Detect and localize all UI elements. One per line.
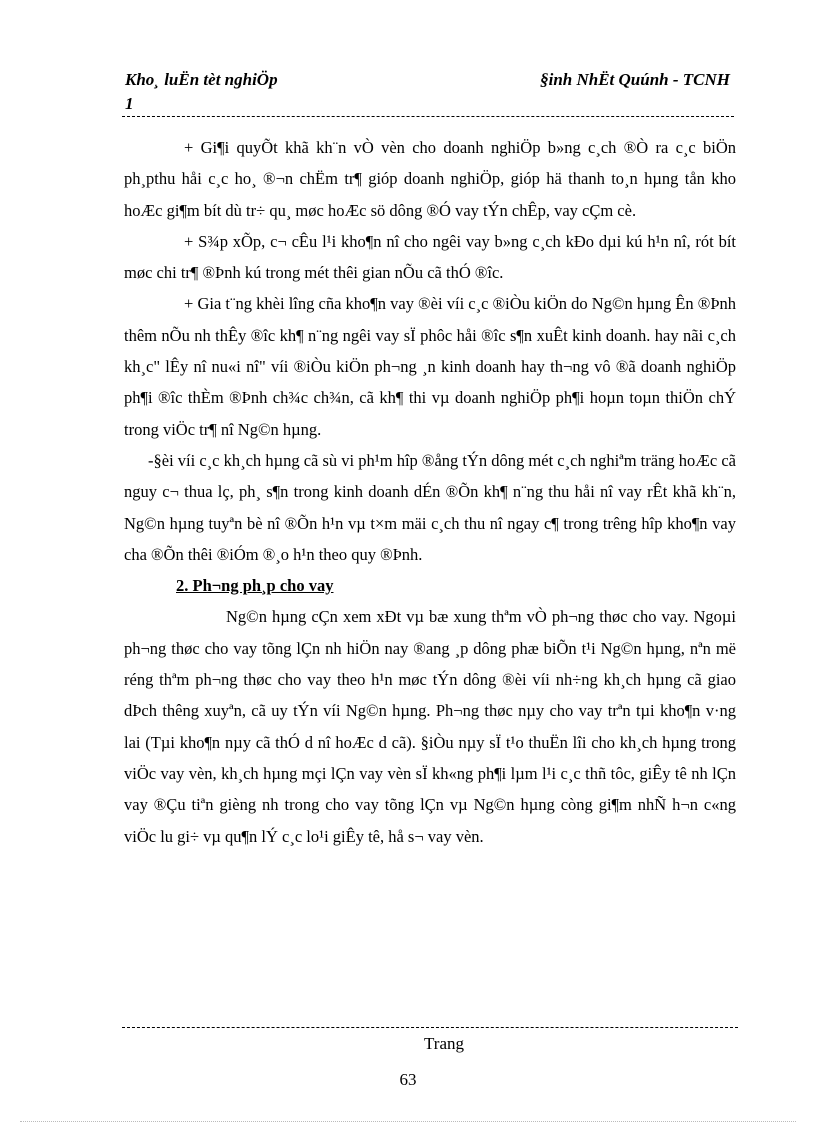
page-number: 63 (399, 1070, 417, 1089)
footer-label: Trang (424, 1034, 464, 1053)
paragraph-5: Ng©n hµng cÇn xem xÐt vµ bæ xung thªm vÒ ph¬ng thøc cho vay. Ngoµi ph¬ng thøc cho vay tõng lÇn nh hiÖn nay ®ang ¸p dông phæ biÕn t¹i Ng©n hµng, nªn më réng thªm ph¬ng thøc cho vay theo h¹n møc tÝn dông ®èi víi nh÷ng kh¸ch hµng cã giao dÞch thêng xuyªn, cã uy tÝn víi Ng©n hµng. Ph¬ng thøc nµy cho vay trªn tµi kho¶n v·ng lai (Tµi kho¶n nµy cã thÓ d nî hoÆc d cã). §iÒu nµy sÏ t¹o thuËn lîi cho kh¸ch hµng trong viÖc vay vèn, kh¸ch hµng mçi lÇn vay vèn sÏ kh«ng ph¶i lµm l¹i c¸c thñ tôc, giÊy tê nh lÇn vay ®Çu tiªn gièng nh trong cho vay tõng lÇn vµ Ng©n hµng còng gi¶m nhÑ h¬n c«ng viÖc lu gi÷ vµ qu¶n lÝ c¸c lo¹i giÊy tê, hå s¬ vay vèn. (124, 607, 736, 846)
header-author: §inh NhËt Quúnh - TCNH (540, 70, 730, 89)
paragraph-4: -§èi víi c¸c kh¸ch hµng cã sù vi ph¹m hîp ®ång tÝn dông mét c¸ch nghiªm träng hoÆc cã nguy c¬ thua lç, ph¸ s¶n trong kinh doanh dÉn ®Õn kh¶ n¨ng thu håi nî vay rÊt khã kh¨n, Ng©n hµng tuyªn bè nî ®Õn h¹n vµ t×m mäi c¸ch thu nî ngay c¶ trong trêng hîp kho¶n vay cha ®Õn thêi ®iÓm ®¸o h¹n theo quy ®Þnh. (124, 450, 736, 564)
footer-divider (122, 1027, 738, 1028)
paragraph-1: + Gi¶i quyÕt khã kh¨n vÒ vèn cho doanh nghiÖp b»ng c¸ch ®Ò ra c¸c biÖn ph¸pthu håi c¸c ho¸ ®¬n chËm tr¶ gióp doanh nghiÖp, gióp hä thanh to¸n hµng tån kho hoÆc gi¶m bít dù tr÷ qu¸ møc hoÆc sö dông ®Ó vay tÝn chÊp, vay cÇm cè. (124, 138, 736, 220)
document-body (124, 132, 736, 852)
paragraph-3: + Gia t¨ng khèi lîng cña kho¶n vay ®èi víi c¸c ®iÒu kiÖn do Ng©n hµng Ên ®Þnh thêm nÕu nh thÊy ®îc kh¶ n¨ng ngêi vay sÏ phôc håi ®îc s¶n xuÊt kinh doanh. hay nãi c¸ch kh¸c" lÊy nî nu«i nî" víi ®iÒu kiÖn ph¬ng ¸n kinh doanh hay th¬ng vô ®ã doanh nghiÖp ph¶i ®îc thÈm ®Þnh ch¾c ch¾n, cã kh¶ thi vµ doanh nghiÖp ph¶i hoµn toµn thiÖn chÝ trong viÖc tr¶ nî Ng©n hµng. (124, 294, 736, 439)
header-divider (122, 116, 734, 117)
paragraph-2: + S¾p xÕp, c¬ cÊu l¹i kho¶n nî cho ngêi vay b»ng c¸ch kÐo dµi kú h¹n nî, rót bít møc chi tr¶ ®Þnh kú trong mét thêi gian nÕu cã thÓ ®îc. (124, 231, 736, 283)
section-heading: 2. Ph¬ng ph¸p cho vay (176, 576, 334, 596)
header-title-number: 1 (125, 94, 134, 113)
header-title (125, 68, 278, 116)
header-title-text: Kho¸ luËn tèt nghiÖp (125, 70, 278, 89)
page-bottom-border (20, 1121, 796, 1122)
